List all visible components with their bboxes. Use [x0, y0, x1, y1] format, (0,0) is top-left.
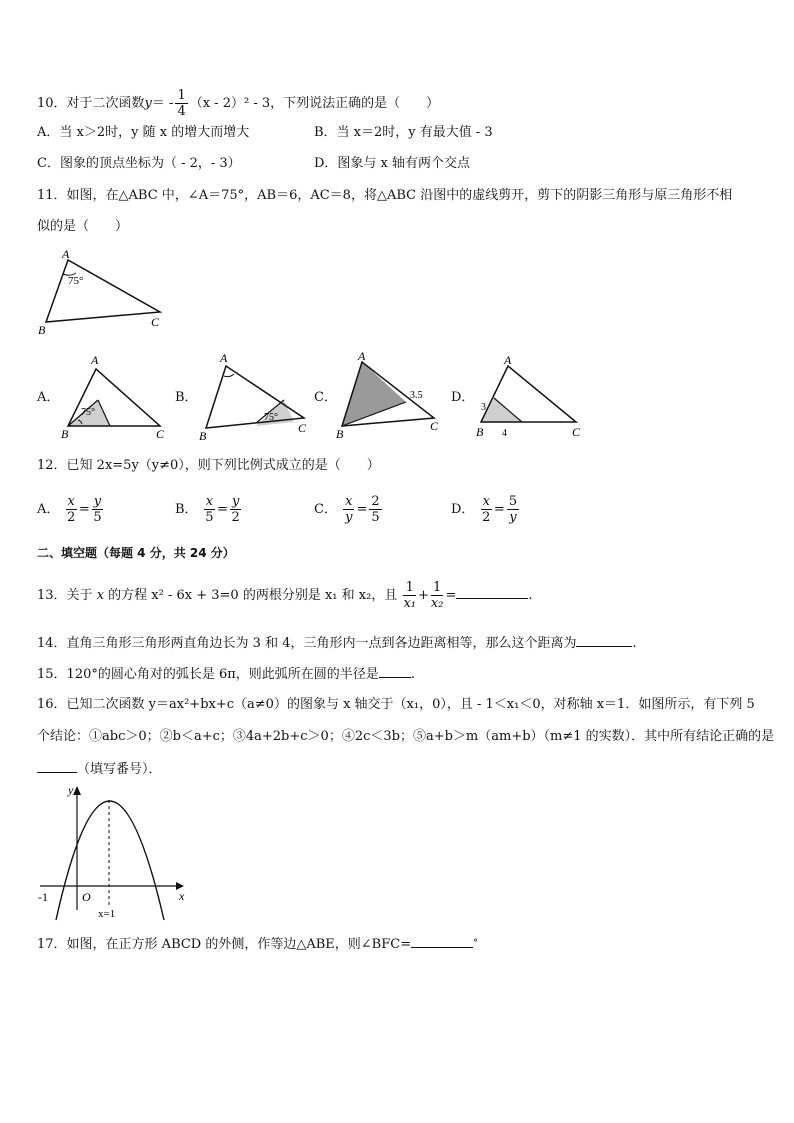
- frac-num: 1: [431, 580, 444, 596]
- q10-tail: （x - 2）² - 3，下列说法正确的是（ ）: [189, 96, 440, 111]
- frac-right: [369, 494, 381, 525]
- q10-lead: 10．对于二次函数: [37, 96, 145, 111]
- y-label: y: [68, 783, 74, 797]
- frac-num: y: [93, 494, 102, 509]
- length-label-2: 4: [502, 428, 507, 439]
- label-c: C: [572, 425, 581, 439]
- q17-stem: [37, 935, 478, 954]
- q12-option-d: D． $\frac{x}{2}$ = $\frac{5}{y}$: [451, 494, 518, 525]
- q12-option-c: C． $\frac{x}{y}$ = $\frac{2}{5}$: [314, 494, 380, 525]
- frac-den: 2: [67, 510, 76, 525]
- label-a: A: [220, 351, 228, 365]
- q11-opt-a-label: A．: [37, 390, 60, 405]
- frac-num: x: [205, 494, 214, 509]
- frac-den: 5: [93, 510, 102, 525]
- length-label-1: 3: [481, 402, 486, 413]
- q10-fraction: [175, 88, 187, 119]
- q17-text: 17．如图，在正方形 ABCD 的外侧，作等边△ABE，则∠BFC=: [37, 937, 412, 952]
- frac-num: 2: [371, 494, 380, 509]
- frac-den: 2: [231, 510, 240, 525]
- frac-left: [204, 494, 215, 525]
- q10-stem: [37, 88, 439, 119]
- label-c: C: [430, 419, 439, 433]
- frac-num: y: [231, 494, 240, 509]
- q13-lead: 13．关于: [37, 588, 93, 603]
- q11-figure-c: [334, 350, 448, 444]
- frac-num: x: [482, 494, 490, 509]
- q13-frac-1: [403, 580, 416, 611]
- q12-option-b: B． $\frac{x}{5}$ = $\frac{y}{2}$: [175, 494, 240, 525]
- option-label: D．: [451, 502, 475, 517]
- frac-right: [507, 494, 519, 525]
- q10-y: y: [144, 96, 152, 111]
- q11-line1: 11．如图，在△ABC 中，∠A＝75°，AB＝6，AC＝8，将△ABC 沿图中的虚线剪开，剪下的阴影三角形与原三角形不相: [37, 188, 733, 203]
- frac-num: 5: [508, 494, 518, 509]
- q11-opt-b-label: B．: [175, 390, 198, 405]
- q11-opt-c-label: C．: [314, 390, 337, 405]
- q16-line3-text: （填写番号）．: [77, 762, 162, 777]
- q11-opt-d-label: D．: [451, 390, 475, 405]
- label-b: B: [199, 429, 207, 443]
- frac-den: y: [509, 510, 517, 525]
- q14-text: 14．直角三角形三角形两直角边长为 3 和 4，三角形内一点到各边距离相等，那么这个距离为: [37, 636, 577, 651]
- q12-option-a: A． $\frac{x}{2}$ = $\frac{y}{5}$: [37, 494, 102, 525]
- parabola-curve: [56, 801, 164, 920]
- answer-blank[interactable]: [576, 634, 632, 647]
- section-heading: 二、填空题（每题 4 分，共 24 分）: [37, 546, 235, 560]
- answer-blank[interactable]: [411, 935, 473, 948]
- q11-figure-d: [472, 350, 592, 444]
- option-label: B．: [175, 502, 198, 517]
- q15-text: 15．120°的圆心角对的弧长是 6π，则此弧所在圆的半径是: [37, 667, 379, 682]
- q12-stem: 12．已知 2x=5y（y≠0），则下列比例式成立的是（ ）: [37, 458, 380, 473]
- answer-blank[interactable]: [456, 586, 528, 599]
- q16-line1: 16．已知二次函数 y＝ax²+bx+c（a≠0）的图象与 x 轴交于（x₁，0），且 - 1＜x₁＜0，对称轴 x＝1．如图所示，有下列 5: [37, 697, 755, 712]
- frac-right: [92, 494, 103, 525]
- angle-arc: [224, 374, 234, 377]
- frac-left: [481, 494, 492, 525]
- label-a: A: [504, 353, 512, 367]
- label-c: C: [298, 421, 307, 435]
- answer-blank[interactable]: [379, 665, 411, 678]
- q14-stem: [37, 634, 637, 653]
- q10-option-b: B．当 x＝2时，y 有最大值 - 3: [314, 125, 493, 140]
- y-axis-arrow: [73, 786, 81, 795]
- angle-label: 75°: [264, 412, 278, 423]
- x-label: x: [179, 889, 185, 903]
- frac-den: 5: [205, 510, 214, 525]
- frac-num: x: [345, 494, 353, 509]
- q10-option-a: A．当 x＞2时，y 随 x 的增大而增大: [37, 125, 250, 140]
- label-c: C: [156, 427, 165, 441]
- label-a: A: [91, 353, 99, 367]
- frac-den: x₂: [430, 596, 444, 611]
- frac-left: [66, 494, 77, 525]
- q13-end: .: [528, 588, 533, 603]
- q10-eq: ＝ -: [151, 96, 174, 111]
- frac-num: 1: [403, 580, 416, 596]
- main-triangle: [46, 260, 160, 322]
- q16-parabola-graph: [32, 782, 192, 922]
- q15-stem: [37, 665, 415, 684]
- angle-label: 75°: [81, 407, 95, 418]
- q13-plus: +: [418, 588, 429, 603]
- frac-den: 5: [371, 510, 380, 525]
- origin-label: O: [82, 890, 91, 904]
- q10-option-c: C．图象的顶点坐标为（ - 2，- 3）: [37, 156, 241, 171]
- q13-x: x: [96, 588, 105, 603]
- q15-end: .: [410, 667, 415, 682]
- q11-line2: 似的是（ ）: [37, 219, 129, 234]
- label-b: B: [61, 427, 69, 441]
- frac-den: y: [345, 510, 353, 525]
- q17-degree: °: [473, 938, 479, 949]
- label-a: A: [358, 350, 366, 363]
- answer-blank[interactable]: [37, 760, 77, 773]
- option-label: A．: [37, 502, 60, 517]
- frac-den: x₁: [403, 596, 417, 611]
- label-a: A: [62, 247, 70, 261]
- label-b: B: [38, 323, 46, 337]
- frac-right: [230, 494, 241, 525]
- angle-label: 75°: [68, 275, 84, 287]
- q10-option-d: D．图象与 x 轴有两个交点: [314, 156, 471, 171]
- q13-mid: 的方程 x² - 6x + 3=0 的两根分别是 x₁ 和 x₂，且: [108, 588, 398, 603]
- length-label: 3.5: [410, 390, 423, 401]
- q10-frac-num: 1: [177, 88, 186, 103]
- frac-left: [343, 494, 354, 525]
- q13-eq: =: [445, 588, 457, 603]
- option-label: C．: [314, 502, 337, 517]
- axis-label: x=1: [98, 908, 116, 920]
- frac-num: x: [67, 494, 75, 509]
- frac-den: 2: [482, 510, 491, 525]
- neg-one-label: -1: [38, 890, 48, 904]
- q14-end: .: [632, 636, 637, 651]
- q13-stem: [37, 580, 533, 611]
- label-b: B: [476, 425, 484, 439]
- label-b: B: [336, 427, 344, 441]
- q13-frac-2: [431, 580, 444, 611]
- q11-figure-b: [196, 350, 316, 444]
- q16-line3: [37, 760, 162, 779]
- q11-figure-a: [58, 352, 178, 442]
- q10-frac-den: 4: [177, 104, 186, 119]
- label-c: C: [151, 315, 160, 329]
- q16-line2: 个结论：①abc＞0；②b＜a+c；③4a+2b+c＞0；④2c＜3b；⑤a+b＞m（am+b）（m≠1 的实数）．其中所有结论正确的是: [37, 729, 775, 744]
- q11-main-triangle-figure: [30, 246, 180, 340]
